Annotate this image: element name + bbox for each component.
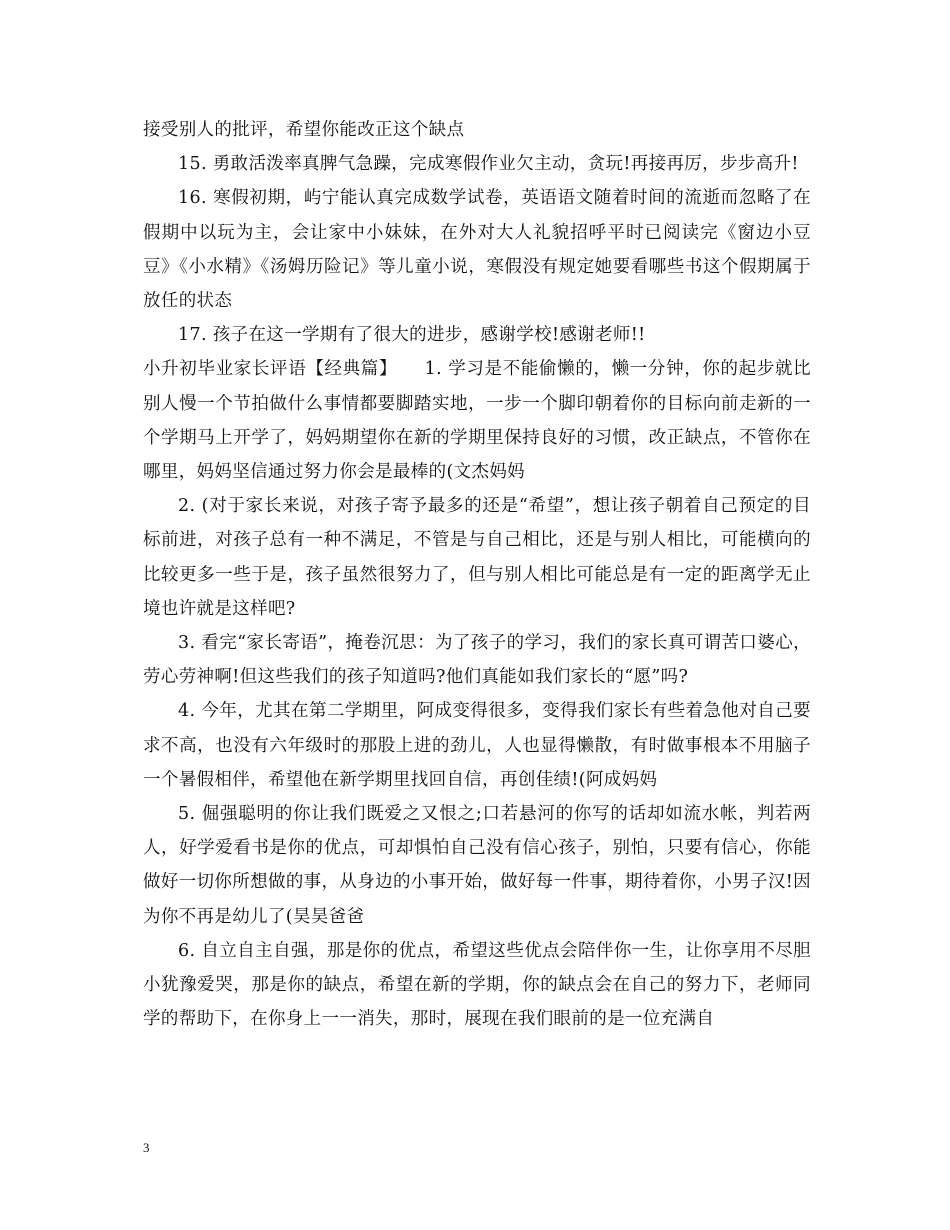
paragraph-17: 17. 孩子在这一学期有了很大的进步，感谢学校!感谢老师!! — [178, 325, 646, 346]
paragraph-6: 6. 自立自主自强，那是你的优点，希望这些优点会陪伴你一生，让你享用不尽胆小犹豫爱哭，那是你的缺点，希望在新的学期，你的缺点会在自己的努力下，老师同学的帮助下，在你身上一一消失，那时，展现在我们眼前的是一位充满自 — [143, 940, 811, 1030]
paragraph-16: 16. 寒假初期，屿宁能认真完成数学试卷，英语语文随着时间的流逝而忽略了在假期中以玩为主，会让家中小妹妹，在外对大人礼貌招呼平时已阅读完《窗边小豆豆》《小水精》《汤姆历险记》等儿童小说，寒假没有规定她要看哪些书这个假期属于放任的状态 — [143, 188, 811, 312]
paragraph-2: 2. (对于家长来说，对孩子寄予最多的还是“希望”，想让孩子朝着自己预定的目标前进，对孩子总有一种不满足，不管是与自己相比，还是与别人相比，可能横向的比较更多一些于是，孩子虽然很努力了，但与别人相比可能总是有一定的距离学无止境也许就是这样吧? — [143, 496, 811, 619]
document-body — [143, 113, 811, 1036]
page-number: 3 — [143, 1140, 150, 1155]
section-heading-paragraph-1: 小升初毕业家长评语【经典篇】 1. 学习是不能偷懒的，懒一分钟，你的起步就比别人慢一个节拍做什么事情都要脚踏实地，一步一个脚印朝着你的目标向前走新的一个学期马上开学了，妈妈期望你在新的学期里保持良好的习惯，改正缺点，不管你在哪里，妈妈坚信通过努力你会是最棒的(文杰妈妈 — [143, 359, 811, 483]
paragraph-5: 5. 倔强聪明的你让我们既爱之又恨之;口若悬河的你写的话却如流水帐，判若两人，好学爱看书是你的优点，可却惧怕自己没有信心孩子，别怕，只要有信心，你能做好一切你所想做的事，从身边的小事开始，做好每一件事，期待着你，小男子汉!因为你不再是幼儿了(昊昊爸爸 — [143, 804, 811, 927]
paragraph-4: 4. 今年，尤其在第二学期里，阿成变得很多，变得我们家长有些着急他对自己要求不高，也没有六年级时的那股上进的劲儿，人也显得懒散，有时做事根本不用脑子一个暑假相伴，希望他在新学期里找回自信，再创佳绩!(阿成妈妈 — [143, 701, 811, 790]
paragraph-3: 3. 看完“家长寄语”，掩卷沉思：为了孩子的学习，我们的家长真可谓苦口婆心，劳心劳神啊!但这些我们的孩子知道吗?他们真能如我们家长的“愿”吗? — [143, 633, 811, 688]
paragraph-continued: 接受别人的批评，希望你能改正这个缺点 — [143, 120, 465, 140]
paragraph-15: 15. 勇敢活泼率真脾气急躁，完成寒假作业欠主动，贪玩!再接再厉，步步高升! — [178, 154, 799, 175]
